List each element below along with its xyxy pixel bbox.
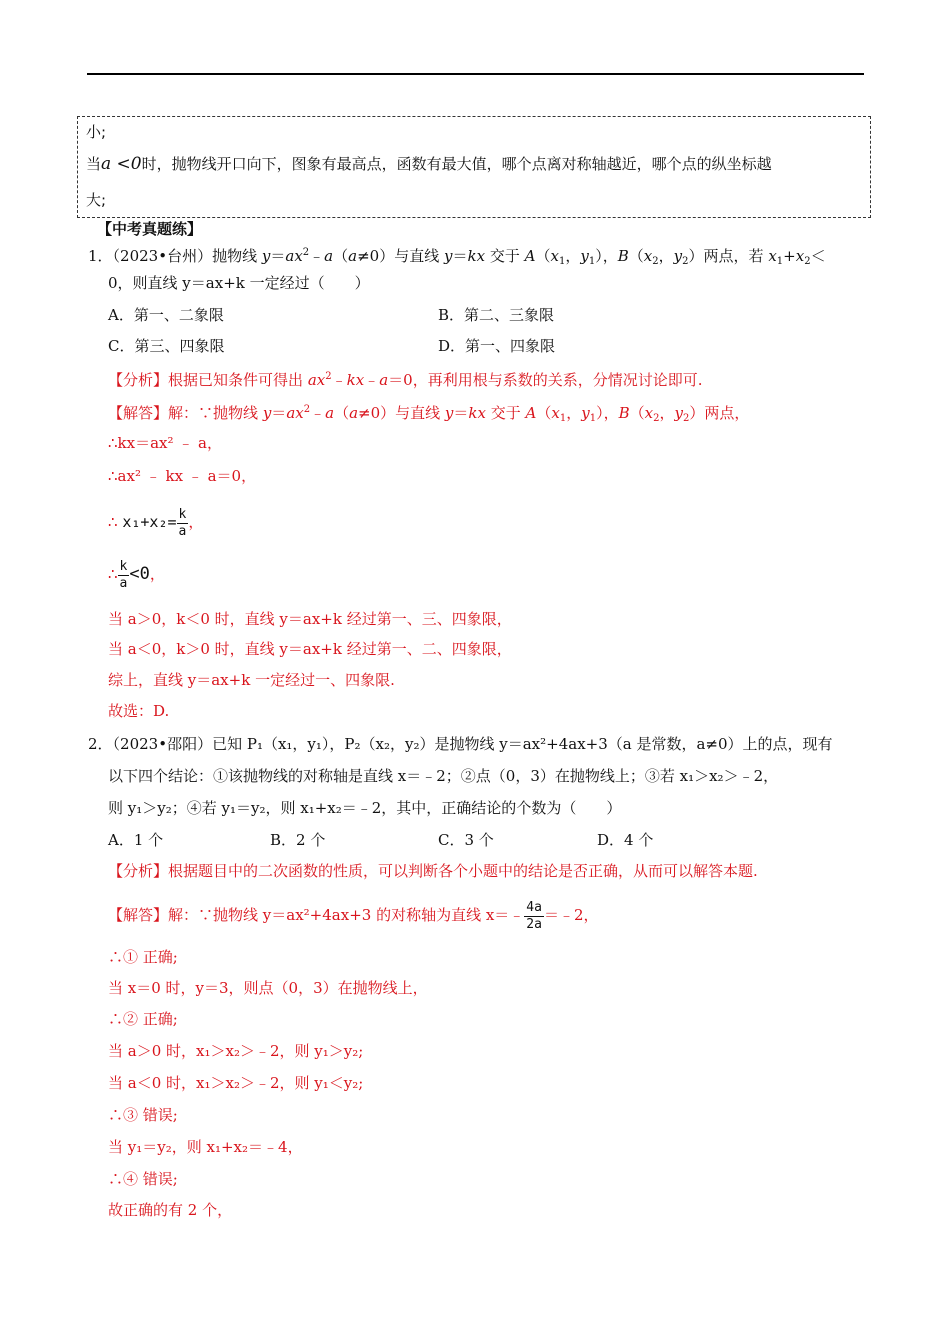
q2-answer-intro: 【解答】解：∵抛物线 y＝ax²+4ax+3 的对称轴为直线 x＝﹣ $\frac{4a}{2a}$ ＝﹣2， xyxy=(108,899,599,932)
box-line-3: 大; xyxy=(86,191,107,209)
4a-over-2a-fraction: $\frac{4a}{2a}$ xyxy=(526,899,542,932)
summary-box xyxy=(77,116,871,218)
q2-option-d[interactable]: D．4 个 xyxy=(597,831,654,849)
q1-case-2: 当 a＜0，k＞0 时，直线 y＝ax+k 经过第一、二、四象限， xyxy=(108,640,512,658)
q2-option-c[interactable]: C．3 个 xyxy=(438,831,494,849)
q1-option-a[interactable]: A．第一、二象限 xyxy=(108,306,224,324)
q2-line-7: 当 y₁＝y₂，则 x₁+x₂＝﹣4， xyxy=(108,1138,303,1156)
q2-line-4: 当 a＞0 时，x₁＞x₂＞﹣2，则 y₁＞y₂; xyxy=(108,1042,364,1060)
q2-line-6: ∴③ 错误; xyxy=(108,1106,178,1124)
k-over-a-fraction-2: $\frac{k}{a}$ xyxy=(119,558,128,591)
box-line-2: 当a <0时，抛物线开口向下，图象有最高点，函数有最大值，哪个点离对称轴越近，哪个点的纵坐标越 xyxy=(86,154,772,174)
q2-line-2: 当 x＝0 时，y＝3，则点（0，3）在抛物线上， xyxy=(108,979,428,997)
q1-stem-line-2: 0，则直线 y＝ax+k 一定经过（ ） xyxy=(108,274,370,292)
header-rule xyxy=(87,73,864,75)
q1-option-c[interactable]: C．第三、四象限 xyxy=(108,337,225,355)
a-lt-0-expr: a <0 xyxy=(101,154,142,174)
q1-option-b[interactable]: B．第二、三象限 xyxy=(438,306,555,324)
q2-line-5: 当 a＜0 时，x₁＞x₂＞﹣2，则 y₁＜y₂; xyxy=(108,1074,364,1092)
q1-summary: 综上，直线 y＝ax+k 一定经过一、四象限. xyxy=(108,671,395,689)
q2-option-a[interactable]: A．1 个 xyxy=(108,831,164,849)
q2-line-9: 故正确的有 2 个， xyxy=(108,1201,233,1219)
q1-stem-line-1: 1．（2023•台州）抛物线 $y=ax^2﹣a(a\ne 0)$与直线 y＝kx 交于 $A(x_1$，$y_1$），$B(x_2$，$y_2$）两点，若 $x_1+x_2<$ xyxy=(88,247,826,267)
box-line-1: 小; xyxy=(86,123,107,141)
q2-option-b[interactable]: B．2 个 xyxy=(270,831,326,849)
q1-answer-intro: 【解答】解：∵抛物线 $y=ax^2﹣a(a\ne 0)$与直线 y＝kx 交于 $A(x_1$，$y_1$），$B(x_2$，$y_2$）两点， xyxy=(108,404,750,424)
q1-case-1: 当 a＞0，k＜0 时，直线 y＝ax+k 经过第一、三、四象限， xyxy=(108,610,512,628)
q1-analysis: 【分析】根据已知条件可得出 $ax^2﹣kx﹣a=0$，再利用根与系数的关系，分情况讨论即可. xyxy=(108,371,703,389)
q2-analysis: 【分析】根据题目中的二次函数的性质，可以判断各个小题中的结论是否正确，从而可以解答本题. xyxy=(108,862,758,880)
q1-step-2: ∴ax² ﹣ kx ﹣ a＝0， xyxy=(108,467,257,485)
q2-stem-line-1: 2．（2023•邵阳）已知 P₁（x₁，y₁），P₂（x₂，y₂）是抛物线 y＝ax²+4ax+3（a 是常数，a≠0）上的点，现有 xyxy=(88,735,833,753)
q1-step-1: ∴kx＝ax² ﹣ a， xyxy=(108,434,222,452)
q2-stem-line-3: 则 y₁＞y₂；④若 y₁＝y₂，则 x₁+x₂＝﹣2，其中，正确结论的个数为（ ） xyxy=(108,799,622,817)
q1-choice: 故选：D. xyxy=(108,702,170,720)
q2-line-8: ∴④ 错误; xyxy=(108,1170,178,1188)
q1-step-3: ∴ x₁+x₂= $\frac{k}{a}$ ， xyxy=(108,506,204,539)
q2-stem-line-2: 以下四个结论：①该抛物线的对称轴是直线 x＝﹣2；②点（0，3）在抛物线上；③若 x₁＞x₂＞﹣2， xyxy=(108,767,779,785)
q2-line-1: ∴① 正确; xyxy=(108,948,178,966)
section-title: 【中考真题练】 xyxy=(97,220,203,238)
q2-line-3: ∴② 正确; xyxy=(108,1010,178,1028)
q1-step-4: ∴ $\frac{k}{a}$ <0， xyxy=(108,558,165,591)
k-over-a-fraction: $\frac{k}{a}$ xyxy=(178,506,187,539)
q1-option-d[interactable]: D．第一、四象限 xyxy=(438,337,556,355)
